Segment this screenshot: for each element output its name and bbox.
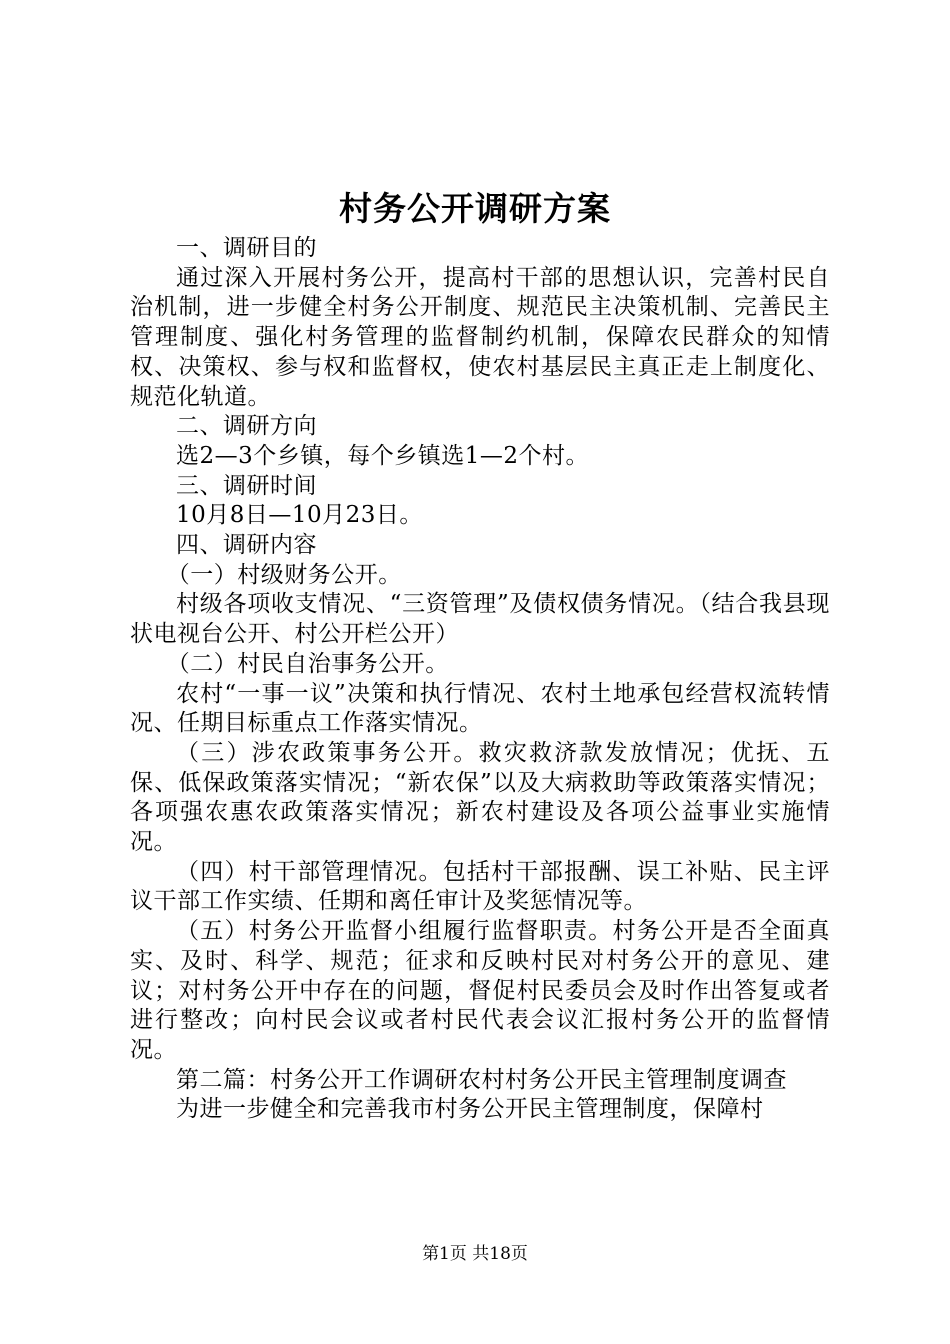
paragraph: 通过深入开展村务公开，提高村干部的思想认识，完善村民自治机制，进一步健全村务公开制度、规范民主决策机制、完善民主管理制度、强化村务管理的监督制约机制，保障农民群众的知情权、决策权、参与权和监督权，使农村基层民主真正走上制度化、规范化轨道。 bbox=[130, 264, 830, 410]
section-heading: 一、调研目的 bbox=[176, 235, 317, 261]
section-heading: 二、调研方向 bbox=[176, 413, 317, 440]
paragraph: 村级各项收支情况、“三资管理”及债权债务情况。（结合我县现状电视台公开、村公开栏公开） bbox=[130, 591, 830, 648]
page-footer: 第1页 共18页 bbox=[422, 1244, 528, 1264]
section-heading: 四、调研内容 bbox=[176, 532, 317, 559]
paragraph: 为进一步健全和完善我市村务公开民主管理制度，保障村 bbox=[176, 1096, 764, 1123]
paragraph: 10月8日—10月23日。 bbox=[176, 502, 423, 529]
paragraph: （四）村干部管理情况。包括村干部报酬、误工补贴、民主评议干部工作实绩、任期和离任审计及奖惩情况等。 bbox=[130, 858, 830, 915]
paragraph: （三）涉农政策事务公开。救灾救济款发放情况；优抚、五保、低保政策落实情况；“新农保”以及大病救助等政策落实情况；各项强农惠农政策落实情况；新农村建设及各项公益事业实施情况。 bbox=[130, 739, 830, 856]
section-heading: 三、调研时间 bbox=[176, 472, 317, 499]
paragraph: 第二篇：村务公开工作调研农村村务公开民主管理制度调查 bbox=[176, 1066, 787, 1093]
document-body bbox=[130, 234, 830, 1125]
paragraph: 农村“一事一议”决策和执行情况、农村土地承包经营权流转情况、任期目标重点工作落实情况。 bbox=[130, 680, 830, 737]
paragraph: 选2—3个乡镇，每个乡镇选1—2个村。 bbox=[176, 442, 590, 469]
document-title: 村务公开调研方案 bbox=[339, 189, 611, 228]
paragraph: （五）村务公开监督小组履行监督职责。村务公开是否全面真实、及时、科学、规范；征求和反映村民对村务公开的意见、建议；对村务公开中存在的问题，督促村民委员会及时作出答复或者进行整改；向村民会议或者村民代表会议汇报村务公开的监督情况。 bbox=[130, 918, 830, 1063]
subsection-heading: （二）村民自治事务公开。 bbox=[166, 650, 449, 677]
subsection-heading: （一）村级财务公开。 bbox=[166, 561, 402, 588]
